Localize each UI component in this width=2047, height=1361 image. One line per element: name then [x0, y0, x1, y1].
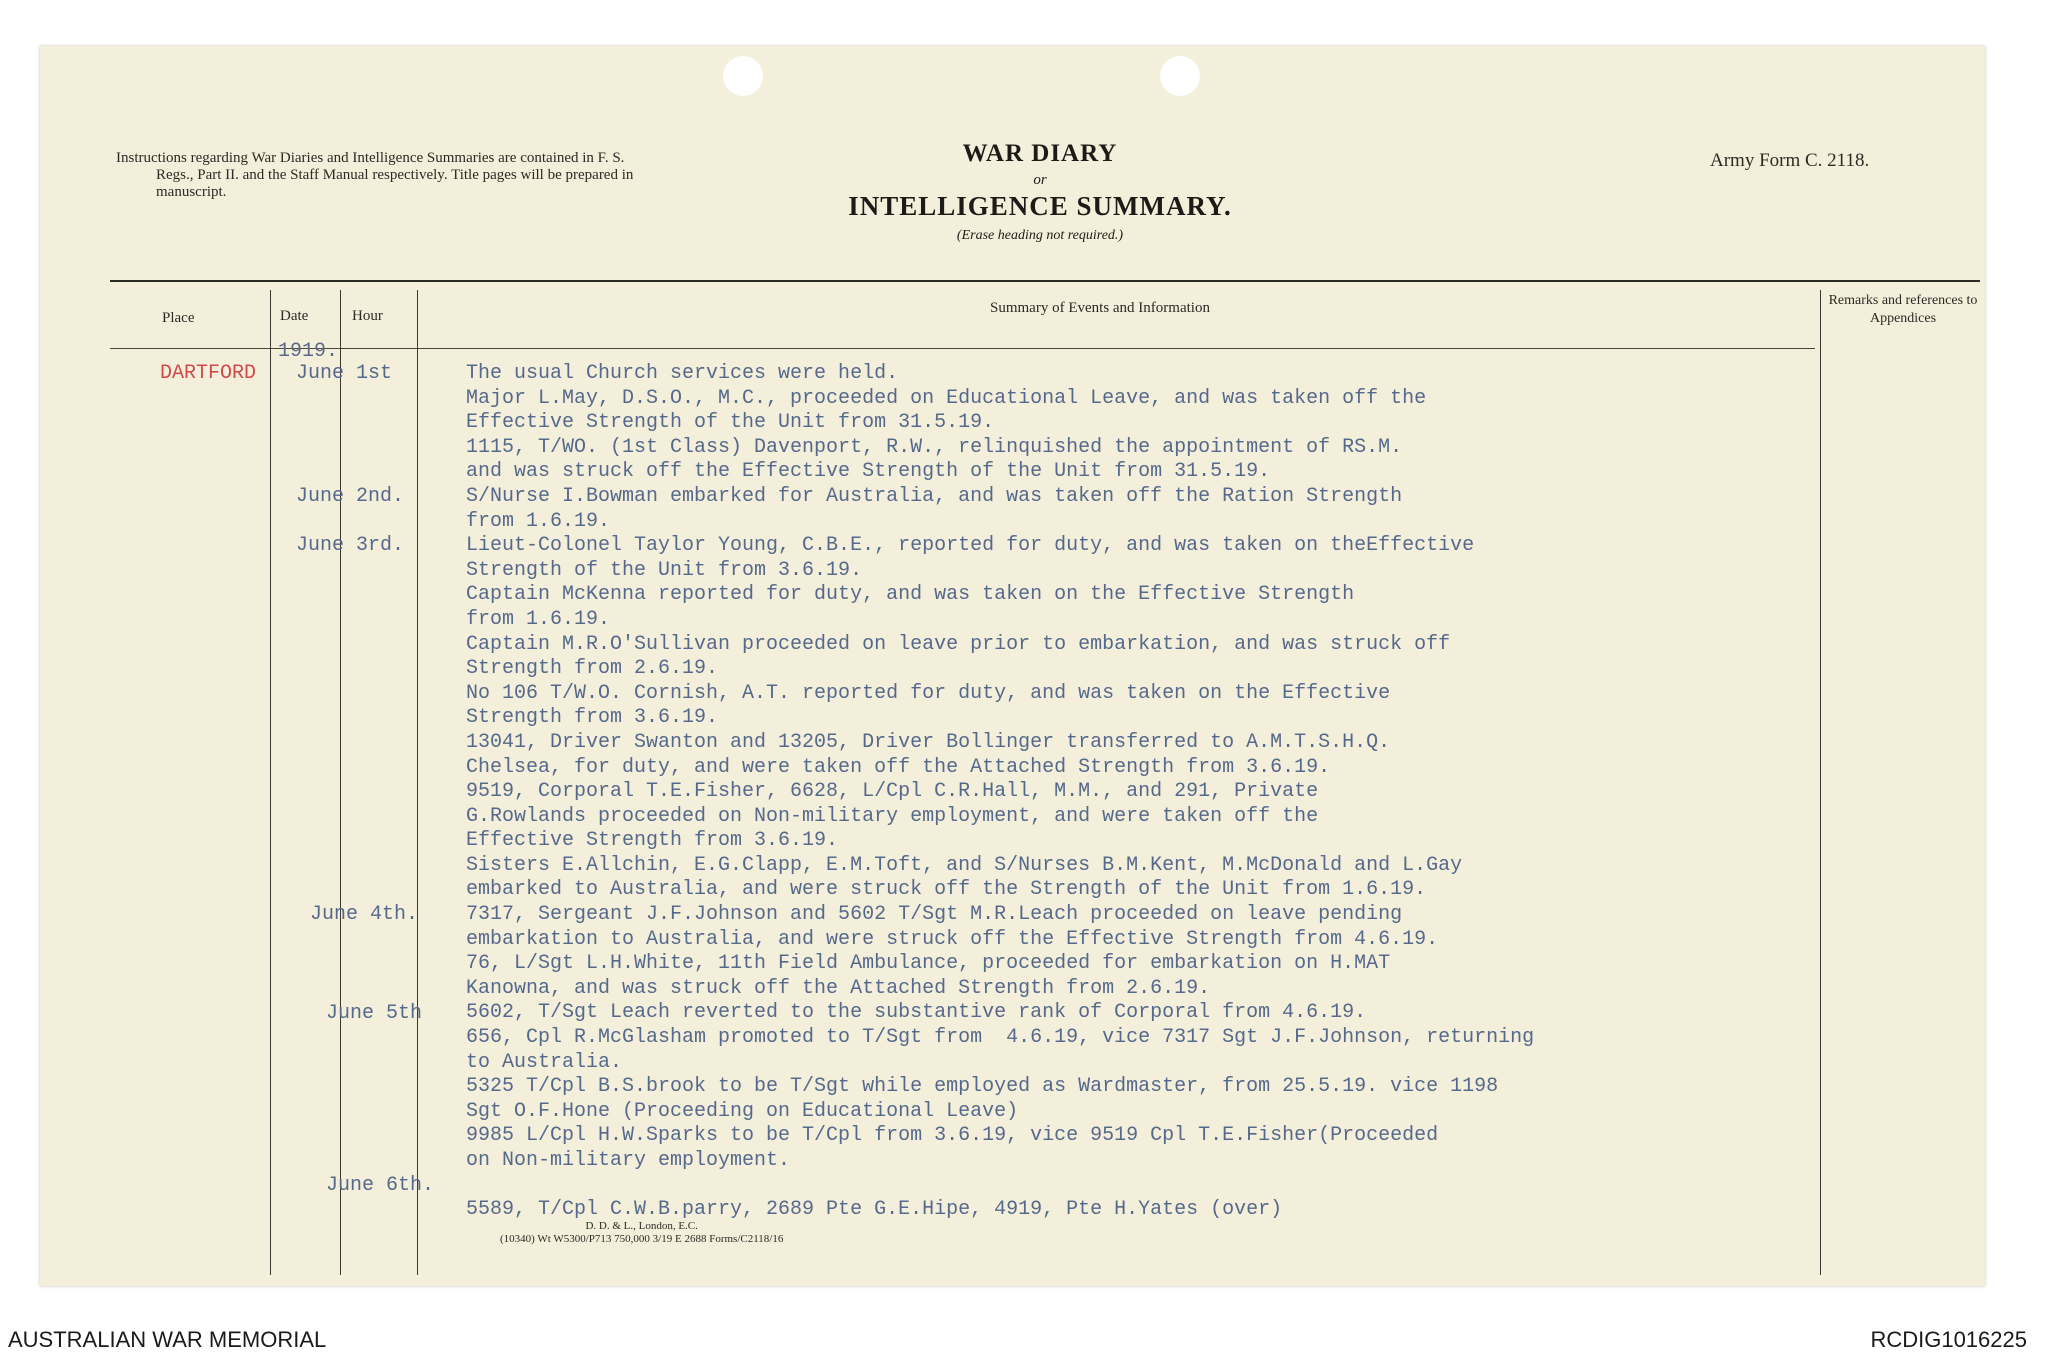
- entry-line: Captain M.R.O'Sullivan proceeded on leave prior to embarkation, and was struck off: [466, 632, 1451, 656]
- entry-line: Kanowna, and was struck off the Attached Strength from 2.6.19.: [466, 976, 1211, 1000]
- date-entry: June 6th.: [326, 1174, 435, 1197]
- entry-line: on Non-military employment.: [466, 1149, 791, 1172]
- entry-line: Major L.May, D.S.O., M.C., proceeded on Educational Leave, and was taken off the: [466, 386, 1427, 410]
- entry-line: 656, Cpl R.McGlasham promoted to T/Sgt from 4.6.19, vice 7317 Sgt J.F.Johnson, returning: [466, 1026, 1535, 1050]
- entry-line: Sisters E.Allchin, E.G.Clapp, E.M.Toft, and S/Nurses B.M.Kent, M.McDonald and L.Gay: [466, 853, 1463, 877]
- date-entry: June 3rd.: [296, 534, 405, 557]
- title-note: (Erase heading not required.): [956, 228, 1124, 243]
- entry-line: Strength from 2.6.19.: [466, 657, 719, 681]
- entry-line: 7317, Sergeant J.F.Johnson and 5602 T/Sgt M.R.Leach proceeded on leave pending: [466, 903, 1403, 927]
- column-header-summary: Summary of Events and Information: [990, 300, 1210, 316]
- entry-line: S/Nurse I.Bowman embarked for Australia, and was taken off the Ration Strength: [466, 484, 1403, 508]
- entry-line: [466, 1174, 1534, 1199]
- entry-line: Captain McKenna reported for duty, and was taken on the Effective Strength: [466, 583, 1355, 607]
- date-entry: June 2nd.: [296, 485, 405, 508]
- column-header-date: Date: [280, 308, 309, 324]
- entry-line: 5589, T/Cpl C.W.B.parry, 2689 Pte G.E.Hipe, 4919, Pte H.Yates (over): [466, 1198, 1283, 1222]
- entry-line: 13041, Driver Swanton and 13205, Driver Bollinger transferred to A.M.T.S.H.Q.: [466, 730, 1391, 754]
- archive-id: RCDIG1016225: [1870, 1327, 2027, 1352]
- entry-line: from 1.6.19.: [466, 509, 611, 533]
- entry-line: Effective Strength from 3.6.19.: [466, 829, 839, 853]
- entry-line: 1115, T/WO. (1st Class) Davenport, R.W., relinquished the appointment of RS.M.: [466, 435, 1403, 459]
- entry-line: Strength of the Unit from 3.6.19.: [466, 558, 863, 582]
- archive-credit: AUSTRALIAN WAR MEMORIAL: [8, 1327, 327, 1352]
- column-header-remarks: Remarks and references to Appendices: [1828, 293, 1978, 326]
- entry-line: and was struck off the Effective Strength of the Unit from 31.5.19.: [466, 460, 1271, 484]
- entry-line: 5602, T/Sgt Leach reverted to the substantive rank of Corporal from 4.6.19.: [466, 1001, 1367, 1025]
- instructions-text: Instructions regarding War Diaries and Intelligence Summaries are contained in F. S. Regs., Part II. and the Staff Manual respectively. Title pages will be prepared in manuscript.: [116, 150, 634, 200]
- column-header-rule: [110, 348, 1815, 349]
- column-header-hour: Hour: [352, 308, 383, 324]
- entry-line: 9519, Corporal T.E.Fisher, 6628, L/Cpl C.R.Hall, M.M., and 291, Private: [466, 780, 1319, 804]
- entry-line: 5325 T/Cpl B.S.brook to be T/Sgt while employed as Wardmaster, from 25.5.19. vice 1198: [466, 1075, 1499, 1099]
- page-title: WAR DIARY: [962, 140, 1118, 167]
- entry-line: embarkation to Australia, and were struck off the Effective Strength from 4.6.19.: [466, 927, 1439, 951]
- date-entry: June 4th.: [310, 903, 419, 926]
- year-label: 1919.: [278, 340, 339, 363]
- date-entry: June 1st: [296, 362, 393, 385]
- column-header-place: Place: [162, 310, 195, 326]
- army-form-number: Army Form C. 2118.: [1710, 150, 1870, 171]
- column-divider: [417, 290, 418, 1275]
- date-entry: June 5th: [326, 1002, 423, 1025]
- entry-line: to Australia.: [466, 1050, 623, 1074]
- entry-line: The usual Church services were held.: [466, 362, 899, 385]
- printer-imprint: [500, 1220, 783, 1246]
- printer-line: D. D. & L., London, E.C.: [585, 1220, 698, 1232]
- page-subtitle: INTELLIGENCE SUMMARY.: [848, 191, 1232, 221]
- printer-line: (10340) Wt W5300/P713 750,000 3/19 E 2688 Forms/C2118/16: [500, 1233, 784, 1245]
- column-divider: [1820, 290, 1821, 1275]
- entry-line: Effective Strength of the Unit from 31.5.19.: [466, 411, 995, 435]
- punch-hole: [723, 56, 763, 96]
- column-divider: [340, 290, 341, 1275]
- entry-line: embarked to Australia, and were struck off the Strength of the Unit from 1.6.19.: [466, 878, 1427, 902]
- entry-line: Strength from 3.6.19.: [466, 706, 719, 730]
- entry-line: 76, L/Sgt L.H.White, 11th Field Ambulance, proceeded for embarkation on H.MAT: [466, 952, 1391, 976]
- entry-line: G.Rowlands proceeded on Non-military employment, and were taken off the: [466, 804, 1319, 828]
- title-or: or: [1033, 172, 1047, 188]
- entry-line: Sgt O.F.Hone (Proceeding on Educational Leave): [466, 1099, 1019, 1123]
- entry-line: Lieut-Colonel Taylor Young, C.B.E., reported for duty, and was taken on theEffective: [466, 534, 1475, 558]
- entry-line: 9985 L/Cpl H.W.Sparks to be T/Cpl from 3.6.19, vice 9519 Cpl T.E.Fisher(Proceeded: [466, 1124, 1439, 1148]
- entry-line: Chelsea, for duty, and were taken off the Attached Strength from 3.6.19.: [466, 755, 1331, 779]
- entry-line: No 106 T/W.O. Cornish, A.T. reported for duty, and was taken on the Effective: [466, 681, 1391, 705]
- summary-of-events: [466, 362, 1534, 1223]
- entry-line: from 1.6.19.: [466, 607, 611, 631]
- column-divider: [270, 290, 271, 1275]
- header-rule: [110, 280, 1980, 282]
- place-entry: DARTFORD: [160, 362, 257, 385]
- form-title-block: [780, 140, 1300, 244]
- punch-hole: [1160, 56, 1200, 96]
